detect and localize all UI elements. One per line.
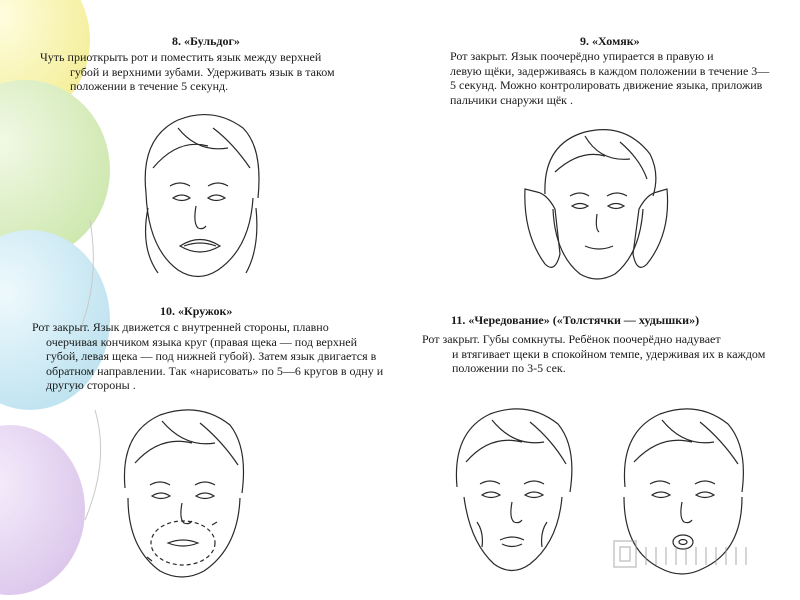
watermark-logo: [610, 535, 760, 575]
exercise-10-description-line1: Рот закрыт. Язык движется с внутренней стороны, плавно: [32, 320, 329, 334]
exercise-11-description: [422, 332, 777, 376]
exercise-11-description-line1: Рот закрыт. Губы сомкнуты. Ребёнок поочерёдно надувает: [422, 332, 721, 346]
exercise-10-title: 10. «Кружок»: [160, 304, 233, 318]
exercise-9-description-line1: Рот закрыт. Язык поочерёдно упирается в правую и: [450, 49, 714, 63]
exercise-9-description-rest: левую щёки, задерживаясь в каждом положении в течение 3—5 секунд. Можно контролировать движение языка, приложив пальчики снаружи щёк .: [450, 63, 770, 107]
exercise-8-face-illustration: [118, 98, 278, 288]
exercise-8-title: 8. «Бульдог»: [172, 34, 240, 48]
exercise-11-title: 11. «Чередование» («Толстячки — худышки»): [451, 313, 700, 327]
exercise-8-description-rest: губой и верхними зубами. Удерживать язык в таком положении в течение 5 секунд.: [70, 64, 335, 93]
exercise-9-description: [450, 49, 775, 107]
exercise-9-title: 9. «Хомяк»: [580, 34, 640, 48]
exercise-8-description: [40, 50, 380, 94]
exercise-9-face-illustration: [515, 114, 677, 286]
exercise-10-description-rest: очерчивая кончиком языка круг (правая щека — под верхней губой, левая щека — под нижней губой). Затем язык двигается в обратном направлении. Так «нарисовать» по 5—6 кругов в одну и другую стороны .: [46, 334, 384, 392]
exercise-10-face-illustration: [100, 393, 265, 588]
exercise-10-description: [32, 320, 392, 393]
exercise-11-face-illustration-left: [432, 392, 592, 580]
exercise-11-description-rest: и втягивает щеки в спокойном темпе, удерживая их в каждом положении по 3-5 сек.: [452, 346, 766, 375]
exercise-8-description-line1: Чуть приоткрыть рот и поместить язык между верхней: [40, 50, 322, 64]
